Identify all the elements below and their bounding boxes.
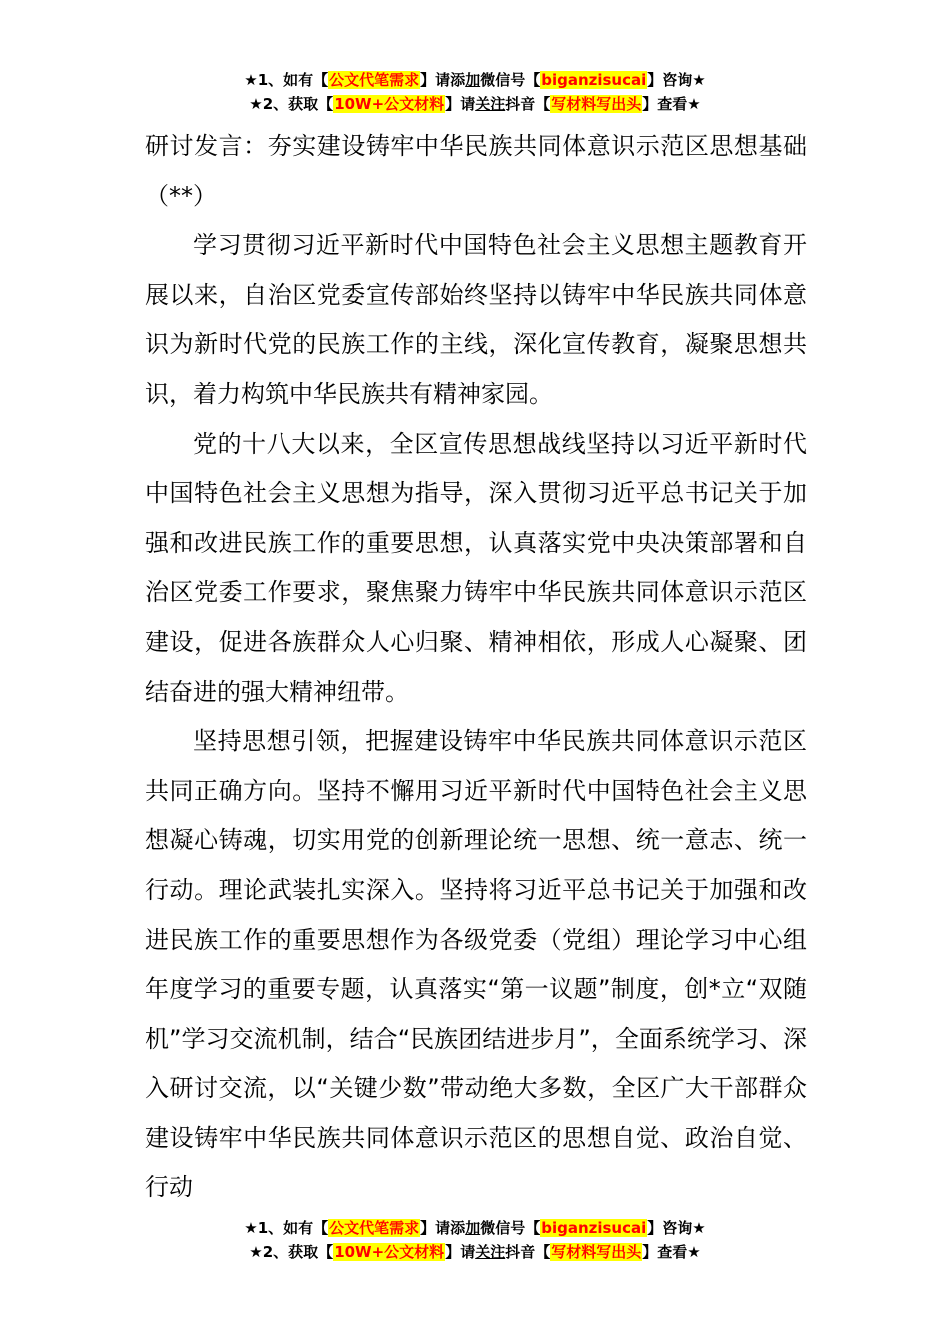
promo-highlight: 公文代笔需求 [329, 71, 420, 89]
paragraph: 学习贯彻习近平新时代中国特色社会主义思想主题教育开展以来，自治区党委宣传部始终坚持以铸牢中华民族共同体意识为新时代党的民族工作的主线，深化宣传教育，凝聚思想共识，着力构筑中华民族共有精神家园。 [145, 231, 807, 408]
document-body [145, 122, 807, 1213]
promo-line-1 [0, 68, 950, 92]
promo-underlined: 关注 [475, 95, 506, 113]
promo-line-2 [0, 92, 950, 116]
promo-text: ★2、获取【 [249, 1243, 334, 1261]
promo-highlight-douyin-id: 写材料写出头 [551, 95, 642, 113]
promo-text: 】请添 [420, 71, 466, 89]
promo-text: ★1、如有【 [244, 71, 329, 89]
promo-text: 抖音【 [505, 1243, 551, 1261]
promo-text: 微信号【 [480, 1219, 541, 1237]
promo-line-2 [0, 1240, 950, 1264]
promo-line-1 [0, 1216, 950, 1240]
promo-highlight: 10W+公文材料 [334, 1243, 445, 1261]
document-title: 研讨发言：夯实建设铸牢中华民族共同体意识示范区思想基础（**） [145, 132, 807, 210]
promo-underlined: 加 [465, 1219, 481, 1237]
promo-text: 】请添 [420, 1219, 466, 1237]
promo-underlined: 加 [465, 71, 481, 89]
promo-text: ★1、如有【 [244, 1219, 329, 1237]
promo-highlight: 公文代笔需求 [329, 1219, 420, 1237]
paragraph: 党的十八大以来，全区宣传思想战线坚持以习近平新时代中国特色社会主义思想为指导，深入贯彻习近平总书记关于加强和改进民族工作的重要思想，认真落实党中央决策部署和自治区党委工作要求，聚焦聚力铸牢中华民族共同体意识示范区建设，促进各族群众人心归聚、精神相依，形成人心凝聚、团结奋进的强大精神纽带。 [145, 429, 807, 706]
promo-text: 】查看★ [642, 95, 701, 113]
promo-text: 】咨询★ [647, 1219, 706, 1237]
footer-promo-banner [0, 1216, 950, 1264]
header-promo-banner [0, 68, 950, 116]
promo-highlight-wechat-id: biganzisucai [541, 1219, 647, 1237]
promo-highlight-wechat-id: biganzisucai [541, 71, 647, 89]
promo-underlined: 关注 [475, 1243, 506, 1261]
promo-highlight-douyin-id: 写材料写出头 [551, 1243, 642, 1261]
promo-text: ★2、获取【 [249, 95, 334, 113]
paragraph: 坚持思想引领，把握建设铸牢中华民族共同体意识示范区共同正确方向。坚持不懈用习近平新时代中国特色社会主义思想凝心铸魂，切实用党的创新理论统一思想、统一意志、统一行动。理论武装扎实深入。坚持将习近平总书记关于加强和改进民族工作的重要思想作为各级党委（党组）理论学习中心组年度学习的重要专题，认真落实“第一议题”制度，创*立“双随机”学习交流机制，结合“民族团结进步月”，全面系统学习、深入研讨交流，以“关键少数”带动绝大多数，全区广大干部群众建设铸牢中华民族共同体意识示范区的思想自觉、政治自觉、行动 [145, 727, 807, 1202]
promo-text: 】查看★ [642, 1243, 701, 1261]
promo-text: 】请 [445, 1243, 476, 1261]
promo-highlight: 10W+公文材料 [334, 95, 445, 113]
promo-text: 】咨询★ [647, 71, 706, 89]
promo-text: 抖音【 [505, 95, 551, 113]
promo-text: 】请 [445, 95, 476, 113]
promo-text: 微信号【 [480, 71, 541, 89]
